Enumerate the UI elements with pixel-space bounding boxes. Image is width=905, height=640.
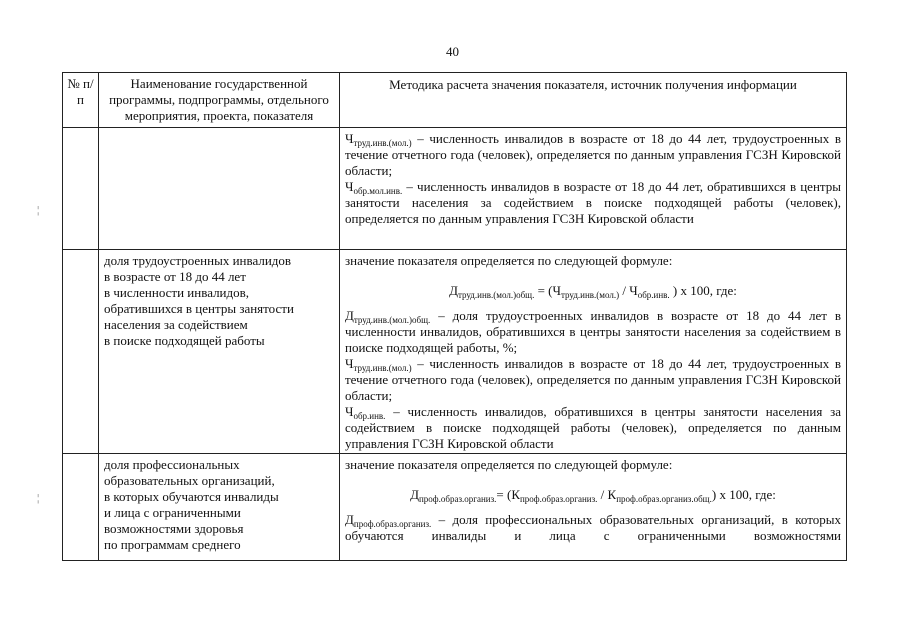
- indicator-table: [62, 72, 847, 561]
- margin-mark: ¦: [37, 492, 40, 504]
- definition: $Ч_{труд.инв.(мол.)}$ – численность инвалидов в возрасте от 18 до 44 лет, трудоустроенных в течение отчетного года (человек), определяется по данным управления ГСЗН Кировской области;: [345, 356, 841, 403]
- cell-number: [63, 128, 99, 250]
- name-line: по программам среднего: [104, 537, 241, 552]
- table-row: [63, 250, 847, 454]
- table-header-row: [63, 73, 847, 128]
- formula-intro: значение показателя определяется по следующей формуле:: [345, 253, 673, 268]
- name-line: в которых обучаются инвалиды: [104, 489, 279, 504]
- cell-name: [99, 250, 340, 454]
- definition: $Д_{проф.образ.организ.}$ – доля профессиональных образовательных организаций, в которых обучаются инвалиды и лица с ограниченными возможностями: [345, 512, 841, 543]
- cell-method: [340, 454, 847, 561]
- name-line: обратившихся в центры занятости: [104, 301, 294, 316]
- name-line: возможностями здоровья: [104, 521, 244, 536]
- formula-intro: значение показателя определяется по следующей формуле:: [345, 457, 673, 472]
- header-number: № п/п: [63, 73, 99, 128]
- cell-number: [63, 454, 99, 561]
- definition: $Ч_{обр.мол.инв.}$ – численность инвалидов в возрасте от 18 до 44 лет, обратившихся в центры занятости населения за содействием в поиске подходящей работы (человек), определяется по данным управления ГСЗН Кировской области: [345, 179, 841, 226]
- margin-mark: ¦: [37, 204, 40, 216]
- name-line: доля профессиональных: [104, 457, 240, 472]
- table-row: [63, 128, 847, 250]
- definition: $Ч_{труд.инв.(мол.)}$ – численность инвалидов в возрасте от 18 до 44 лет, трудоустроенных в течение отчетного года (человек), определяется по данным управления ГСЗН Кировской области;: [345, 131, 841, 178]
- name-line: доля трудоустроенных инвалидов: [104, 253, 292, 268]
- cell-method: [340, 128, 847, 250]
- table-row: [63, 454, 847, 561]
- header-name: Наименование государственной программы, подпрограммы, отдельного мероприятия, проекта, показателя: [99, 73, 340, 128]
- name-line: и лица с ограниченными: [104, 505, 241, 520]
- name-line: населения за содействием: [104, 317, 248, 332]
- definition: $Ч_{обр.инв.}$ – численность инвалидов, обратившихся в центры занятости населения за содействием в поиске подходящей работы (человек), определяется по данным управления ГСЗН Кировской области: [345, 404, 841, 451]
- page-number: 40: [446, 44, 459, 59]
- cell-name: [99, 454, 340, 561]
- definition: $Д_{труд.инв.(мол.)общ.}$ – доля трудоустроенных инвалидов в возрасте от 18 до 44 лет в численности инвалидов, обратившихся в центры занятости населения за содействием в поиске подходящей работы, %;: [345, 308, 841, 355]
- formula: $Д_{труд.инв.(мол.)общ.} = (Ч_{труд.инв.(мол.)} / Ч_{обр.инв.}$ ) х 100, где:: [449, 283, 737, 300]
- formula: $Д_{проф.образ.организ.}= (К_{проф.образ.организ.} / К_{проф.образ.организ.общ.})$ х 100, где:: [410, 487, 776, 504]
- cell-method: [340, 250, 847, 454]
- name-line: в поиске подходящей работы: [104, 333, 265, 348]
- name-line: в численности инвалидов,: [104, 285, 250, 300]
- header-method: Методика расчета значения показателя, источник получения информации: [340, 73, 847, 128]
- cell-number: [63, 250, 99, 454]
- name-line: в возрасте от 18 до 44 лет: [104, 269, 246, 284]
- cell-name: [99, 128, 340, 250]
- name-line: образовательных организаций,: [104, 473, 275, 488]
